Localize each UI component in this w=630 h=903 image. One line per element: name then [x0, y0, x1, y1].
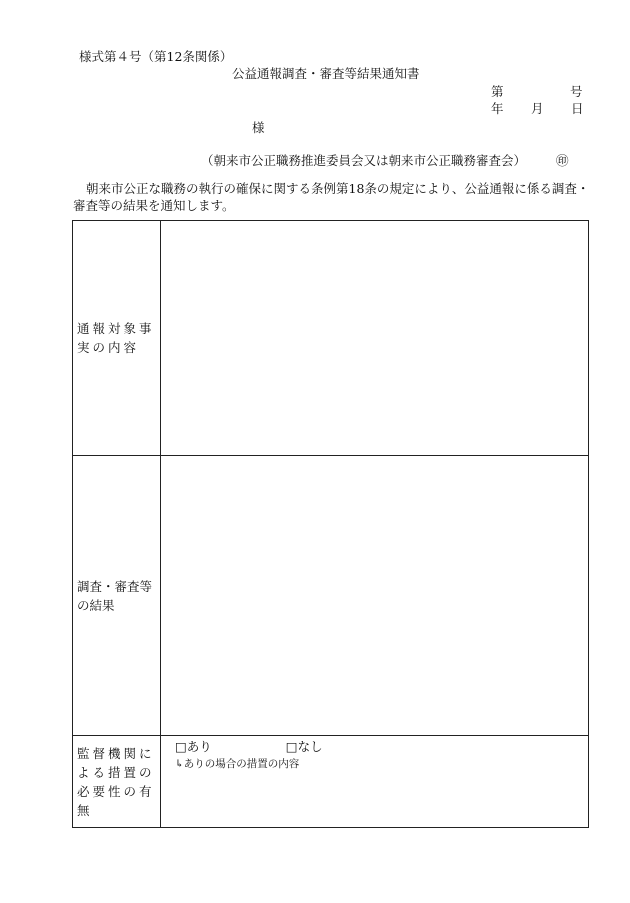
seal-mark: ㊞: [556, 153, 569, 168]
addressee-suffix: 様: [252, 120, 265, 135]
form-number: 様式第４号（第12条関係）: [79, 49, 233, 64]
issuer-name: （朝来市公正職務推進委員会又は朝来市公正職務審査会）: [201, 153, 527, 168]
date-day-label: 日: [571, 101, 584, 116]
date-month-label: 月: [531, 101, 544, 116]
investigation-result-label: 調査・審査等の結果: [73, 456, 161, 736]
table-row-supervisory-measures: [73, 736, 589, 828]
measure-options: [175, 738, 588, 756]
yes-detail-note: ↳ありの場合の措置の内容: [175, 758, 300, 770]
option-yes-checkbox[interactable]: □あり: [175, 739, 212, 754]
option-no-checkbox[interactable]: □なし: [285, 739, 323, 754]
supervisory-measures-label: 監督機関による措置の必要性の有無: [73, 736, 161, 828]
document-title: 公益通報調査・審査等結果通知書: [232, 66, 420, 81]
investigation-result-content: [161, 456, 589, 736]
supervisory-measures-content: [161, 736, 589, 828]
report-facts-content: [161, 221, 589, 456]
report-facts-label: 通報対象事実の内容: [73, 221, 161, 456]
table-row-investigation-result: [73, 456, 589, 736]
date-year-label: 年: [491, 101, 504, 116]
notice-body-text: 朝来市公正な職務の執行の確保に関する条例第18条の規定により、公益通報に係る調査・審査等の結果を通知します。: [73, 181, 590, 213]
table-row-report-facts: [73, 221, 589, 456]
document-number-suffix: 号: [570, 84, 583, 99]
result-table: [72, 220, 589, 828]
document-number-prefix: 第: [491, 84, 504, 99]
